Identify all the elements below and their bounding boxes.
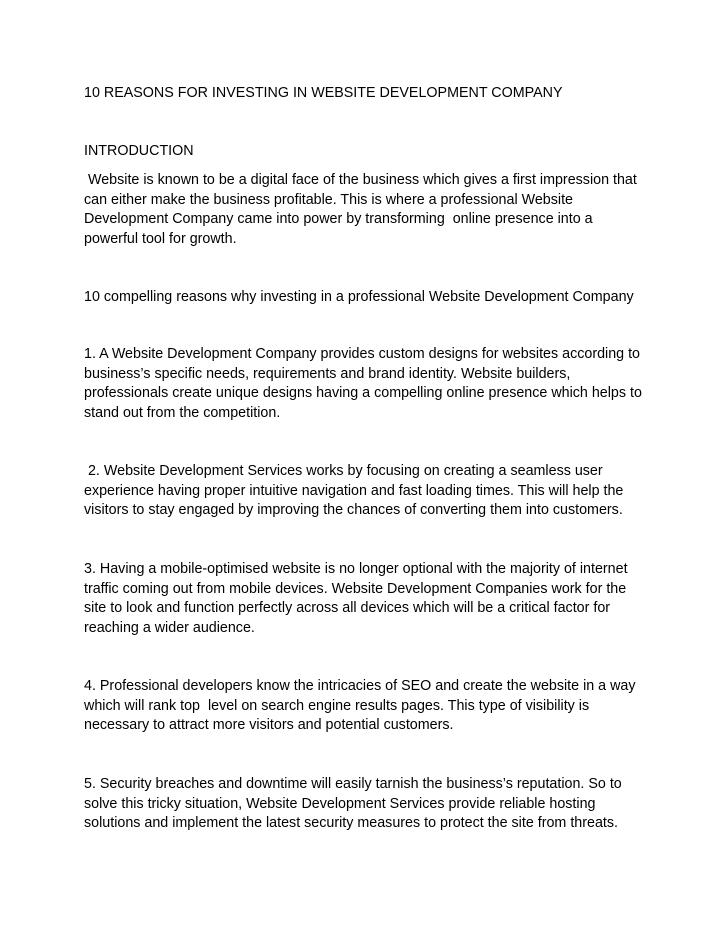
reasons-lead: 10 compelling reasons why investing in a professional Website Development Company [84,289,634,305]
reason-paragraph-1: 1. A Website Development Company provides custom designs for websites according to business’s specific needs, requirements and brand identity. Website builders, professionals create unique designs having a compelling online presence which helps to stand out from the competition. [84,346,646,421]
intro-paragraph: Website is known to be a digital face of the business which gives a first impression that can either make the business profitable. This is where a professional Website Development Company came into power by transforming online presence into a powerful tool for growth. [84,172,641,247]
document-title: 10 REASONS FOR INVESTING IN WEBSITE DEVELOPMENT COMPANY [84,85,563,101]
reason-paragraph-3: 3. Having a mobile-optimised website is no longer optional with the majority of internet traffic coming out from mobile devices. Website Development Companies work for the site to look and function perfectly across all devices which will be a critical factor for reaching a wider audience. [84,561,632,636]
reason-paragraph-5: 5. Security breaches and downtime will easily tarnish the business’s reputation. So to solve this tricky situation, Website Development Services provide reliable hosting solutions and implement the latest security measures to protect the site from threats. [84,776,626,831]
reason-paragraph-2: 2. Website Development Services works by focusing on creating a seamless user experience having proper intuitive navigation and fast loading times. This will help the visitors to stay engaged by improving the chances of converting them into customers. [84,463,628,518]
intro-heading: INTRODUCTION [84,143,194,159]
reason-paragraph-4: 4. Professional developers know the intricacies of SEO and create the website in a way which will rank top level on search engine results pages. This type of visibility is necessary to attract more visitors and potential customers. [84,678,640,733]
